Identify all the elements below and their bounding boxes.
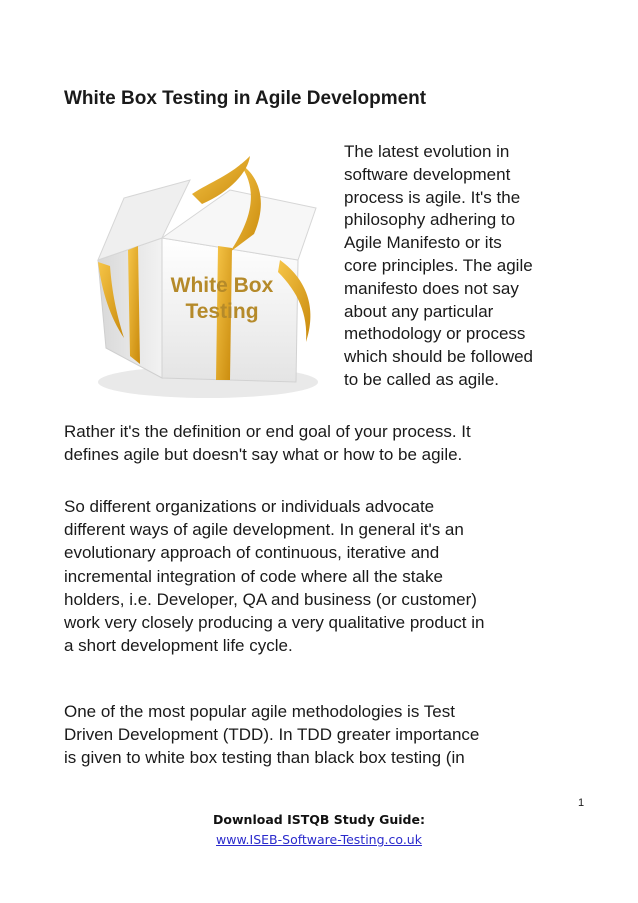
page-number: 1 [578,797,585,809]
text-line: work very closely producing a very qualitative product in [64,613,485,633]
footer-website-link[interactable]: www.ISEB-Software-Testing.co.uk [216,832,422,847]
text-line: Agile Manifesto or its [344,233,502,253]
text-line: holders, i.e. Developer, QA and business (or customer) [64,589,477,609]
footer-label: Download ISTQB Study Guide: [213,812,425,827]
paragraph-2 [64,495,574,657]
paragraph-3 [64,700,574,770]
text-line: software development [344,164,511,184]
text-line: So different organizations or individuals advocate [64,497,435,516]
footer [0,810,638,850]
text-line: One of the most popular agile methodologies is Test [64,702,455,721]
text-line: core principles. The agile [344,255,533,275]
text-line: incremental integration of code where all the stake [64,566,443,586]
text-line: process is agile. It's the [344,187,521,207]
text-line: is given to white box testing than black box testing (in [64,748,465,768]
text-line: about any particular [344,301,494,321]
text-line: which should be followed [344,347,534,367]
text-line: manifesto does not say [344,278,519,298]
text-line: evolutionary approach of continuous, iterative and [64,543,440,563]
page-title: White Box Testing in Agile Development [64,88,427,109]
text-line: The latest evolution in [344,142,510,161]
text-line: a short development life cycle. [64,636,293,656]
text-line: Rather it's the definition or end goal of your process. It [64,422,471,441]
box-label-line2: Testing [185,300,259,323]
text-line: Driven Development (TDD). In TDD greater importance [64,725,480,745]
paragraph-1 [64,420,574,466]
intro-paragraph [344,141,574,392]
text-line: defines agile but doesn't say what or how to be agile. [64,445,463,465]
box-label-line1: White Box [170,274,274,297]
text-line: methodology or process [344,324,526,344]
text-line: philosophy adhering to [344,210,516,230]
text-line: different ways of agile development. In general it's an [64,520,464,540]
white-box-gift-image [80,142,332,407]
text-line: to be called as agile. [344,369,499,389]
